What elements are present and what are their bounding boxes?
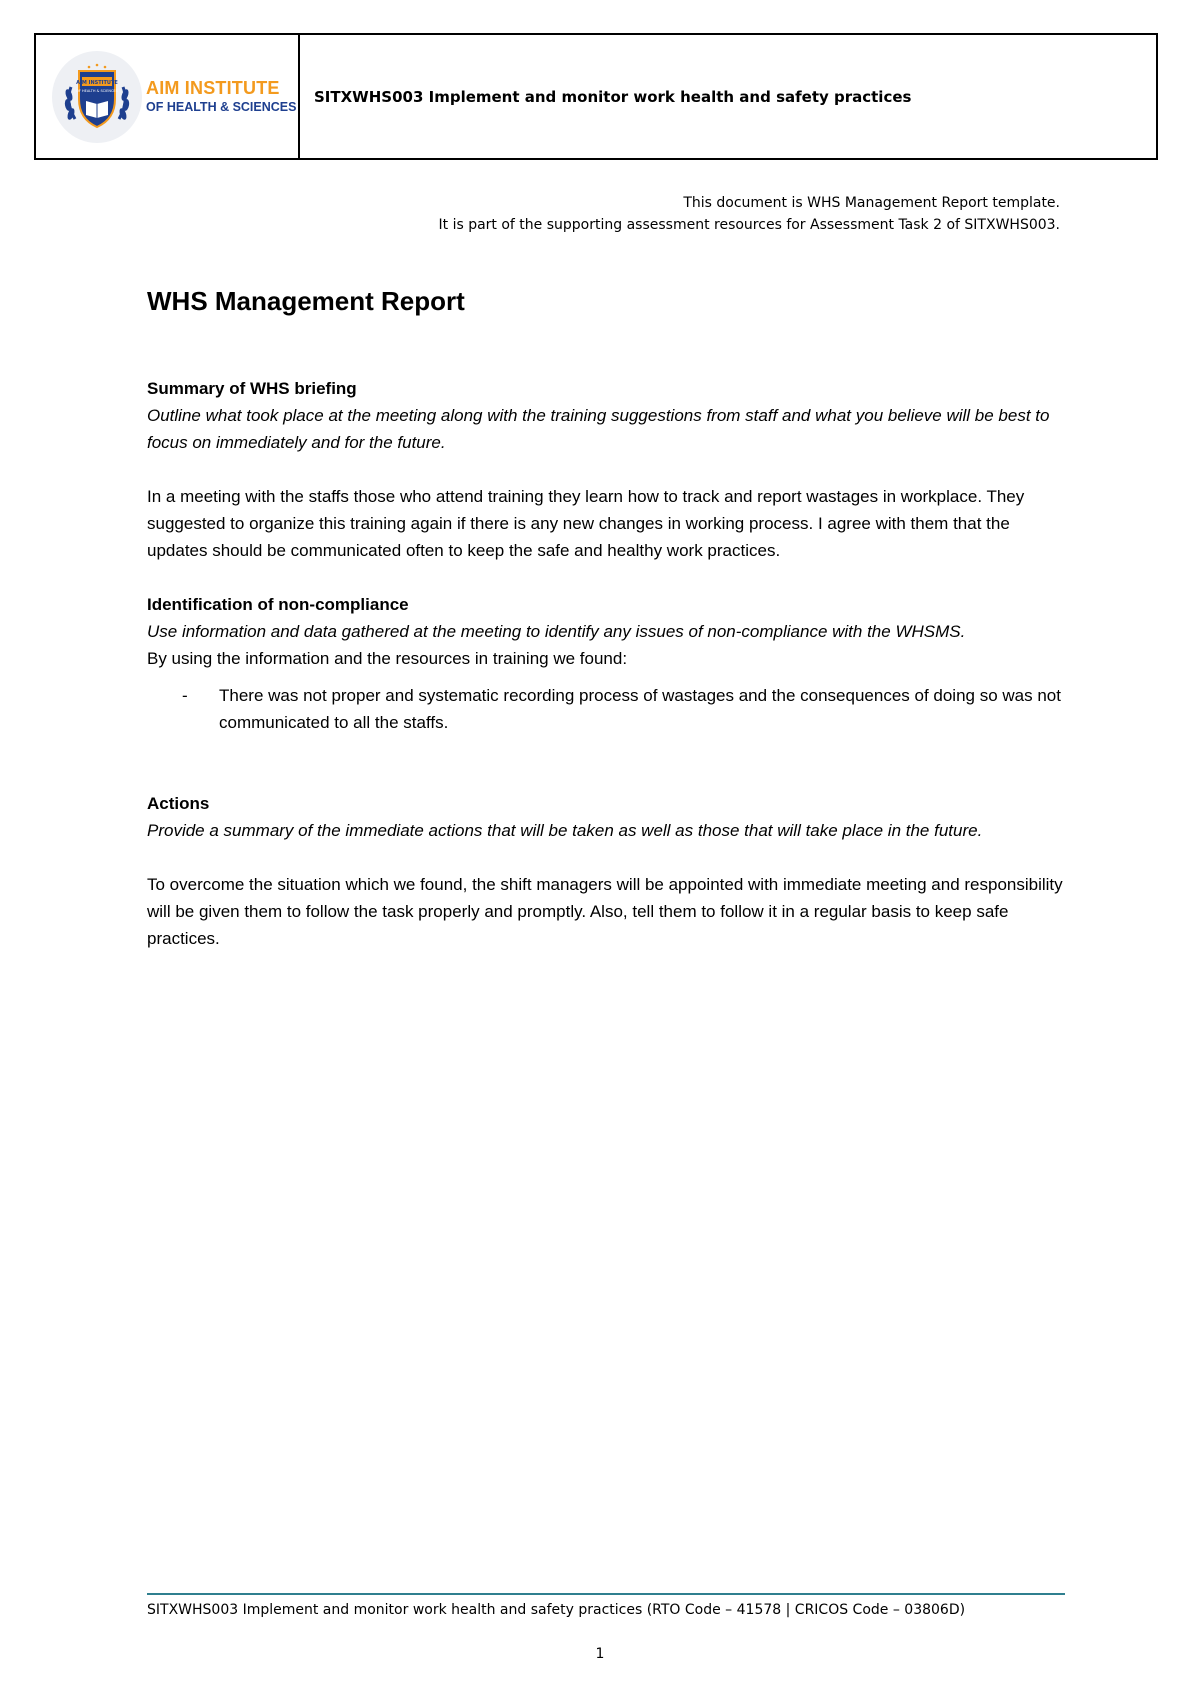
logo-badge-icon: [52, 51, 142, 143]
template-note: [439, 192, 1061, 236]
section-heading-actions: Actions: [147, 794, 210, 813]
logo-cell: [36, 35, 300, 158]
footer-divider: [147, 1593, 1065, 1595]
report-body: [147, 285, 1067, 952]
logo-name-line2: OF HEALTH & SCIENCES: [146, 99, 297, 114]
template-note-line2: It is part of the supporting assessment resources for Assessment Task 2 of SITXWHS003.: [438, 217, 1060, 233]
section-instruction-actions: Provide a summary of the immediate actions that will be taken as well as those that will take place in the future.: [147, 821, 983, 840]
badge-bottom-text: OF HEALTH & SCIENCES: [76, 88, 118, 93]
institute-logo: [52, 51, 296, 143]
logo-wordmark: [146, 79, 296, 114]
section-response-summary: In a meeting with the staffs those who attend training they learn how to track and report wastages in workplace. They suggested to organize this training again if there is any new changes in working process. I agree with them that the updates should be communicated often to keep the safe and healthy work practices.: [147, 487, 1025, 560]
section-instruction-summary: Outline what took place at the meeting along with the training suggestions from staff and what you believe will be best to focus on immediately and for the future.: [147, 406, 1050, 452]
section-heading-summary: Summary of WHS briefing: [147, 379, 357, 398]
page-number: 1: [595, 1646, 605, 1662]
bullet-text: There was not proper and systematic recording process of wastages and the consequences of doing so was not communicated to all the staffs.: [219, 686, 1061, 732]
badge-top-text: AIM INSTITUTE: [76, 79, 118, 86]
template-note-line1: This document is WHS Management Report template.: [683, 195, 1060, 211]
list-item: [147, 682, 1067, 736]
report-title: WHS Management Report: [147, 286, 465, 316]
bullet-marker: -: [182, 686, 188, 705]
document-header: [34, 33, 1158, 160]
logo-name-line1: AIM INSTITUTE: [146, 77, 280, 98]
section-response-actions: To overcome the situation which we found, the shift managers will be appointed with immediate meeting and responsibility will be given them to follow the task properly and promptly. Also, tell them to follow it in a regular basis to keep safe practices.: [147, 875, 1063, 948]
section-heading-non-compliance: Identification of non-compliance: [147, 595, 409, 614]
unit-title: SITXWHS003 Implement and monitor work health and safety practices: [314, 87, 912, 106]
section-response-non-compliance: By using the information and the resources in training we found:: [147, 649, 628, 668]
footer-text: SITXWHS003 Implement and monitor work health and safety practices (RTO Code – 41578 | CRICOS Code – 03806D): [147, 1602, 966, 1618]
section-instruction-non-compliance: Use information and data gathered at the meeting to identify any issues of non-compliance with the WHSMS.: [147, 622, 966, 641]
